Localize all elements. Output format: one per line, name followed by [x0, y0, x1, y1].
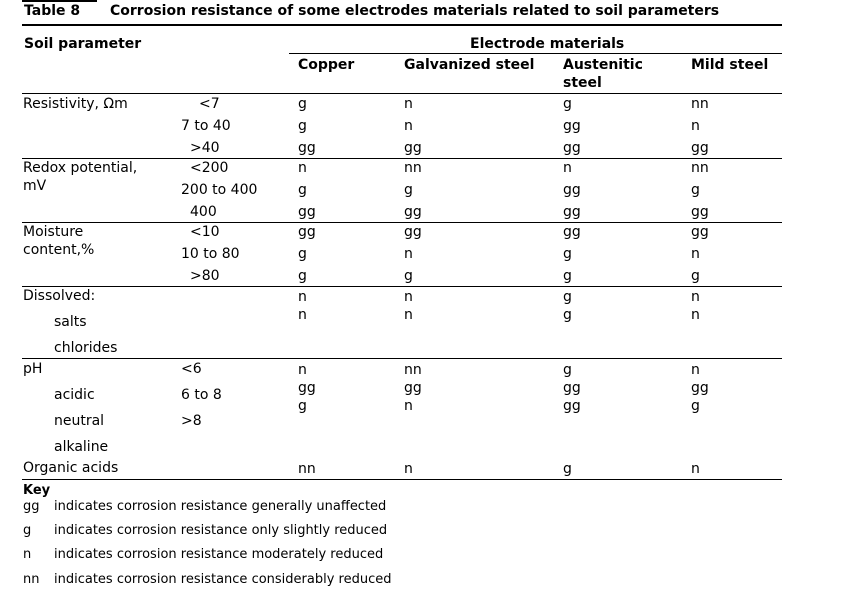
- moisture-range: >80: [190, 268, 220, 284]
- cell: nn: [691, 96, 709, 112]
- section-rule: [22, 358, 782, 359]
- electrode-materials-rule: [289, 53, 782, 54]
- cell: nn: [404, 160, 422, 176]
- header-galvanized-steel: Galvanized steel: [404, 57, 535, 73]
- cell: n: [691, 289, 700, 305]
- bottom-rule: [22, 479, 782, 480]
- cell: gg: [691, 224, 709, 240]
- cell: n: [691, 307, 700, 323]
- cell: g: [563, 268, 572, 284]
- organic-acids-label: Organic acids: [23, 460, 119, 476]
- section-rule: [22, 286, 782, 287]
- cell: n: [298, 307, 307, 323]
- header-rule: [22, 93, 782, 94]
- moisture-range: <10: [190, 224, 220, 240]
- header-soil-parameter: Soil parameter: [24, 36, 142, 52]
- title-rule: [22, 24, 782, 26]
- dissolved-sub-salts: salts: [54, 314, 87, 330]
- cell: g: [563, 246, 572, 262]
- ph-label: pH: [23, 361, 43, 377]
- cell: gg: [691, 204, 709, 220]
- cell: g: [404, 182, 413, 198]
- redox-range: <200: [190, 160, 229, 176]
- cell: g: [563, 362, 572, 378]
- cell: gg: [404, 204, 422, 220]
- cell: n: [691, 118, 700, 134]
- cell: nn: [404, 362, 422, 378]
- moisture-label: Moisture: [23, 224, 84, 240]
- redox-label: Redox potential,: [23, 160, 138, 176]
- cell: nn: [298, 461, 316, 477]
- cell: n: [404, 398, 413, 414]
- cell: g: [691, 182, 700, 198]
- cell: g: [691, 268, 700, 284]
- key-code: g: [23, 523, 32, 538]
- cell: gg: [563, 140, 581, 156]
- header-copper: Copper: [298, 57, 355, 73]
- cell: gg: [404, 380, 422, 396]
- header-steel: steel: [563, 75, 602, 91]
- cell: g: [563, 461, 572, 477]
- section-rule: [22, 158, 782, 159]
- ph-range: >8: [181, 413, 202, 429]
- cell: gg: [563, 380, 581, 396]
- header-austenitic: Austenitic: [563, 57, 643, 73]
- cell: n: [404, 96, 413, 112]
- cell: g: [298, 182, 307, 198]
- key-title: Key: [23, 483, 51, 498]
- ph-range: 6 to 8: [181, 387, 222, 403]
- cell: n: [404, 289, 413, 305]
- cell: n: [298, 289, 307, 305]
- cell: nn: [691, 160, 709, 176]
- cell: gg: [691, 140, 709, 156]
- cell: g: [298, 96, 307, 112]
- redox-label-unit: mV: [23, 178, 47, 194]
- cell: gg: [404, 224, 422, 240]
- header-mild-steel: Mild steel: [691, 57, 769, 73]
- cell: g: [563, 96, 572, 112]
- cell: gg: [563, 118, 581, 134]
- ph-range: <6: [181, 361, 202, 377]
- cell: n: [404, 307, 413, 323]
- cell: gg: [298, 204, 316, 220]
- dissolved-sub-chlorides: chlorides: [54, 340, 118, 356]
- cell: n: [404, 118, 413, 134]
- resistivity-range: 7 to 40: [181, 118, 231, 134]
- cell: g: [298, 398, 307, 414]
- header-electrode-materials: Electrode materials: [470, 36, 625, 52]
- section-rule: [22, 222, 782, 223]
- redox-range: 200 to 400: [181, 182, 258, 198]
- cell: g: [298, 268, 307, 284]
- ph-sub-alkaline: alkaline: [54, 439, 109, 455]
- table-title: Corrosion resistance of some electrodes materials related to soil parameters: [110, 3, 720, 19]
- cell: n: [691, 461, 700, 477]
- ph-sub-acidic: acidic: [54, 387, 95, 403]
- cell: g: [563, 307, 572, 323]
- cell: g: [404, 268, 413, 284]
- cell: gg: [298, 380, 316, 396]
- cell: gg: [298, 140, 316, 156]
- resistivity-range: >40: [190, 140, 220, 156]
- cell: g: [563, 289, 572, 305]
- key-code: n: [23, 547, 32, 562]
- moisture-range: 10 to 80: [181, 246, 240, 262]
- cell: g: [298, 118, 307, 134]
- table-number: Table 8: [24, 3, 81, 19]
- cell: g: [691, 398, 700, 414]
- resistivity-range: <7: [199, 96, 220, 112]
- cell: gg: [563, 224, 581, 240]
- cell: n: [691, 362, 700, 378]
- ph-sub-neutral: neutral: [54, 413, 105, 429]
- cell: gg: [563, 204, 581, 220]
- key-text: indicates corrosion resistance moderately reduced: [54, 547, 384, 562]
- key-code: nn: [23, 572, 40, 587]
- cell: gg: [298, 224, 316, 240]
- moisture-label-unit: content,%: [23, 242, 95, 258]
- cell: g: [298, 246, 307, 262]
- key-code: gg: [23, 499, 40, 514]
- cell: gg: [404, 140, 422, 156]
- cell: n: [691, 246, 700, 262]
- cell: n: [298, 160, 307, 176]
- cell: n: [404, 246, 413, 262]
- resistivity-label: Resistivity, Ωm: [23, 96, 128, 112]
- cell: gg: [691, 380, 709, 396]
- dissolved-label: Dissolved:: [23, 288, 96, 304]
- key-text: indicates corrosion resistance considerably reduced: [54, 572, 392, 587]
- key-text: indicates corrosion resistance generally unaffected: [54, 499, 387, 514]
- cell: gg: [563, 182, 581, 198]
- cell: gg: [563, 398, 581, 414]
- redox-range: 400: [190, 204, 217, 220]
- cell: n: [563, 160, 572, 176]
- cell: n: [298, 362, 307, 378]
- cell: n: [404, 461, 413, 477]
- key-text: indicates corrosion resistance only slightly reduced: [54, 523, 388, 538]
- top-short-rule: [22, 0, 97, 2]
